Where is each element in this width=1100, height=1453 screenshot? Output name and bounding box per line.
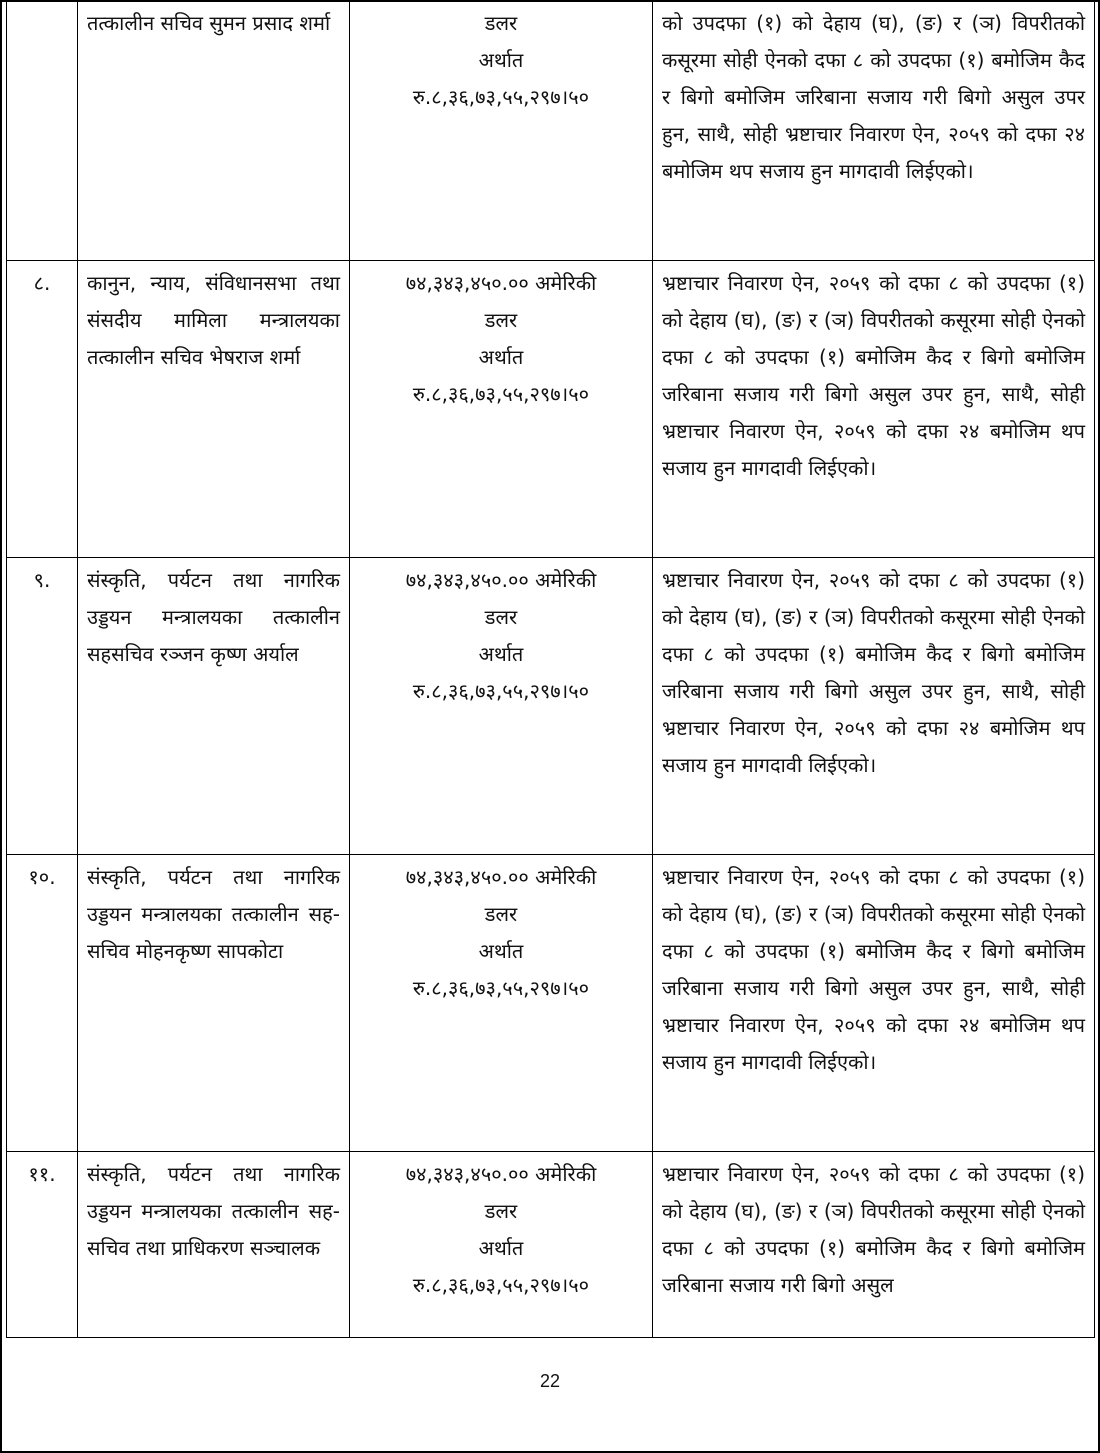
amount-line: डलर bbox=[484, 11, 518, 35]
claim-amount bbox=[350, 855, 653, 1152]
amount-line: रु.८,३६,७३,५५,२९७।५० bbox=[412, 679, 590, 703]
accused-name: संस्कृति, पर्यटन तथा नागरिक उड्डयन मन्त्रालयका तत्कालीन सह-सचिव मोहनकृष्ण सापकोटा bbox=[78, 855, 350, 1152]
amount-line: रु.८,३६,७३,५५,२९७।५० bbox=[412, 85, 590, 109]
amount-line: डलर bbox=[484, 605, 518, 629]
amount-line: डलर bbox=[484, 902, 518, 926]
page-number: 22 bbox=[539, 1371, 561, 1391]
legal-provision: भ्रष्टाचार निवारण ऐन, २०५९ को दफा ८ को उपदफा (१) को देहाय (घ), (ङ) र (ञ) विपरीतको कसूरमा सोही ऐनको दफा ८ को उपदफा (१) बमोजिम कैद र बिगो बमोजिम जरिबाना सजाय गरी बिगो असुल bbox=[653, 1152, 1095, 1338]
serial-number: ९. bbox=[7, 558, 78, 855]
amount-line: ७४,३४३,४५०.०० अमेरिकी bbox=[405, 865, 597, 889]
amount-line: रु.८,३६,७३,५५,२९७।५० bbox=[412, 976, 590, 1000]
accused-name: तत्कालीन सचिव सुमन प्रसाद शर्मा bbox=[78, 1, 350, 261]
legal-provision: भ्रष्टाचार निवारण ऐन, २०५९ को दफा ८ को उपदफा (१) को देहाय (घ), (ङ) र (ञ) विपरीतको कसूरमा सोही ऐनको दफा ८ को उपदफा (१) बमोजिम कैद र बिगो बमोजिम जरिबाना सजाय गरी बिगो असुल उपर हुन, साथै, सोही भ्रष्टाचार निवारण ऐन, २०५९ को दफा २४ बमोजिम थप सजाय हुन मागदावी लिईएको। bbox=[653, 855, 1095, 1152]
legal-provision: भ्रष्टाचार निवारण ऐन, २०५९ को दफा ८ को उपदफा (१) को देहाय (घ), (ङ) र (ञ) विपरीतको कसूरमा सोही ऐनको दफा ८ को उपदफा (१) बमोजिम कैद र बिगो बमोजिम जरिबाना सजाय गरी बिगो असुल उपर हुन, साथै, सोही भ्रष्टाचार निवारण ऐन, २०५९ को दफा २४ बमोजिम थप सजाय हुन मागदावी लिईएको। bbox=[653, 558, 1095, 855]
claim-amount bbox=[350, 558, 653, 855]
claim-amount bbox=[350, 1, 653, 261]
case-table bbox=[6, 0, 1095, 1338]
serial-number: ८. bbox=[7, 261, 78, 558]
amount-line: ७४,३४३,४५०.०० अमेरिकी bbox=[405, 568, 597, 592]
legal-provision: को उपदफा (१) को देहाय (घ), (ङ) र (ञ) विपरीतको कसूरमा सोही ऐनको दफा ८ को उपदफा (१) बमोजिम कैद र बिगो बमोजिम जरिबाना सजाय गरी बिगो असुल उपर हुन, साथै, सोही भ्रष्टाचार निवारण ऐन, २०५९ को दफा २४ बमोजिम थप सजाय हुन मागदावी लिईएको। bbox=[653, 1, 1095, 261]
amount-line: डलर bbox=[484, 308, 518, 332]
accused-name: संस्कृति, पर्यटन तथा नागरिक उड्डयन मन्त्रालयका तत्कालीन सहसचिव रञ्जन कृष्ण अर्याल bbox=[78, 558, 350, 855]
amount-line: अर्थात bbox=[478, 939, 524, 963]
amount-line: ७४,३४३,४५०.०० अमेरिकी bbox=[405, 1162, 597, 1186]
amount-line: ७४,३४३,४५०.०० अमेरिकी bbox=[405, 271, 597, 295]
amount-line: डलर bbox=[484, 1199, 518, 1223]
accused-name: संस्कृति, पर्यटन तथा नागरिक उड्डयन मन्त्रालयका तत्कालीन सह-सचिव तथा प्राधिकरण सञ्चालक bbox=[78, 1152, 350, 1338]
table-row bbox=[7, 1, 1095, 261]
claim-amount bbox=[350, 261, 653, 558]
serial-number: १०. bbox=[7, 855, 78, 1152]
serial-number bbox=[7, 1, 78, 261]
table-row bbox=[7, 558, 1095, 855]
amount-line: अर्थात bbox=[478, 642, 524, 666]
accused-name: कानुन, न्याय, संविधानसभा तथा संसदीय मामिला मन्त्रालयका तत्कालीन सचिव भेषराज शर्मा bbox=[78, 261, 350, 558]
amount-line: रु.८,३६,७३,५५,२९७।५० bbox=[412, 382, 590, 406]
serial-number: ११. bbox=[7, 1152, 78, 1338]
amount-line: अर्थात bbox=[478, 345, 524, 369]
table-row bbox=[7, 261, 1095, 558]
amount-line: अर्थात bbox=[478, 48, 524, 72]
table-row bbox=[7, 855, 1095, 1152]
amount-line: अर्थात bbox=[478, 1236, 524, 1260]
amount-line: रु.८,३६,७३,५५,२९७।५० bbox=[412, 1273, 590, 1297]
table-row bbox=[7, 1152, 1095, 1338]
legal-provision: भ्रष्टाचार निवारण ऐन, २०५९ को दफा ८ को उपदफा (१) को देहाय (घ), (ङ) र (ञ) विपरीतको कसूरमा सोही ऐनको दफा ८ को उपदफा (१) बमोजिम कैद र बिगो बमोजिम जरिबाना सजाय गरी बिगो असुल उपर हुन, साथै, सोही भ्रष्टाचार निवारण ऐन, २०५९ को दफा २४ बमोजिम थप सजाय हुन मागदावी लिईएको। bbox=[653, 261, 1095, 558]
claim-amount bbox=[350, 1152, 653, 1338]
